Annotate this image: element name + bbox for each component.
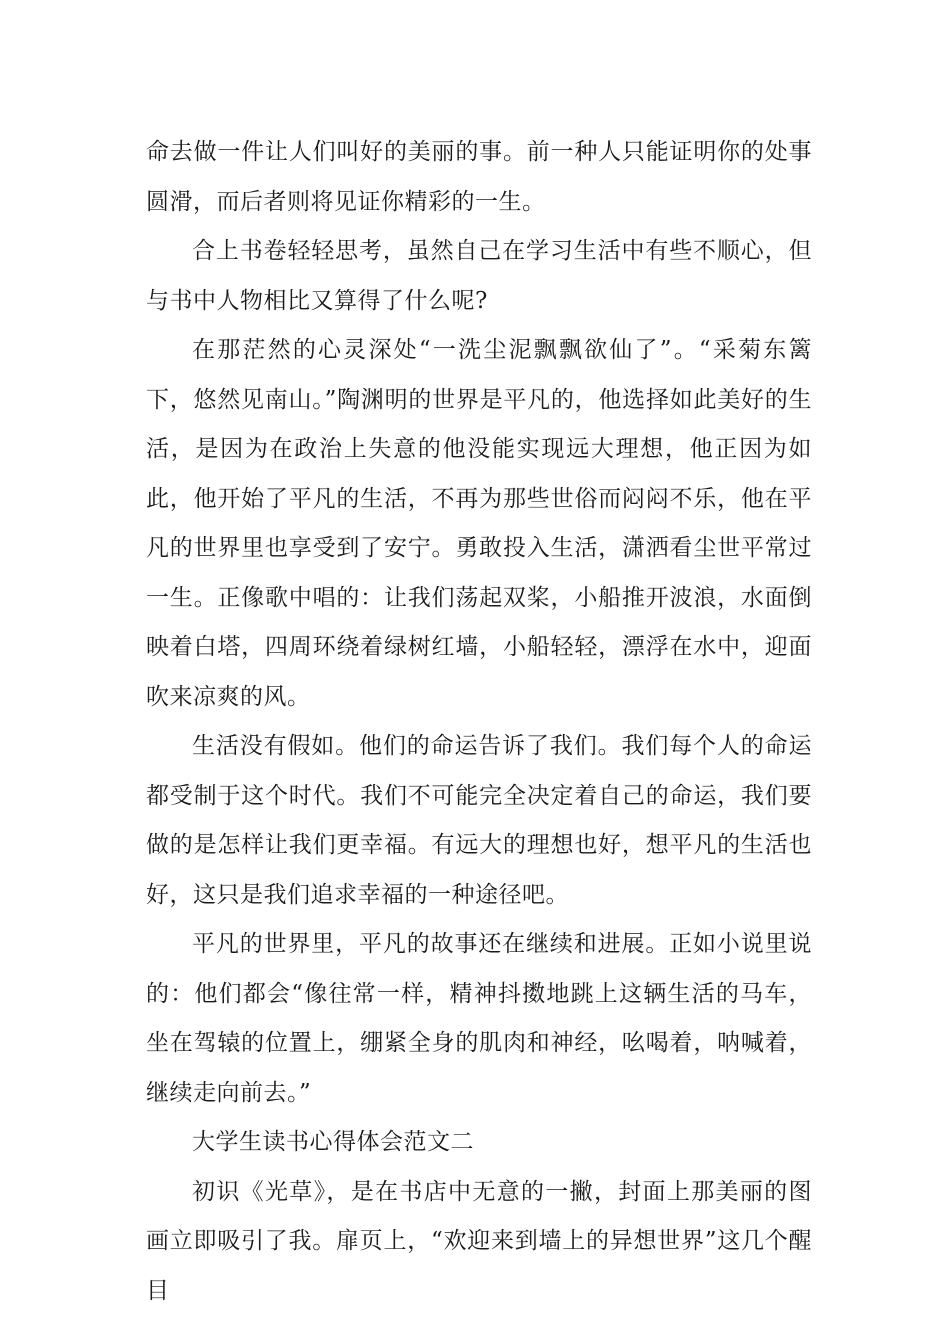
paragraph-2: 合上书卷轻轻思考，虽然自己在学习生活中有些不顺心，但与书中人物相比又算得了什么呢? <box>146 238 812 314</box>
paragraph-5: 平凡的世界里，平凡的故事还在继续和进展。正如小说里说的：他们都会“像往常一样，精神抖擞地跳上这辆生活的马车，坐在驾辕的位置上，绷紧全身的肌肉和神经，吆喝着，呐喊着，继续走向前去。” <box>146 931 812 1106</box>
paragraph-1: 命去做一件让人们叫好的美丽的事。前一种人只能证明你的处事圆滑，而后者则将见证你精彩的一生。 <box>146 139 812 215</box>
paragraph-3: 在那茫然的心灵深处“一洗尘泥飘飘欲仙了”。“采菊东篱下，悠然见南山。”陶渊明的世界是平凡的，他选择如此美好的生活，是因为在政治上失意的他没能实现远大理想，他正因为如此，他开始了平凡的生活，不再为那些世俗而闷闷不乐，他在平凡的世界里也享受到了安宁。勇敢投入生活，潇洒看尘世平常过一生。正像歌中唱的：让我们荡起双桨，小船推开波浪，水面倒映着白塔，四周环绕着绿树红墙，小船轻轻，漂浮在水中，迎面吹来凉爽的风。 <box>146 337 812 710</box>
document-body <box>146 128 812 1316</box>
paragraph-4: 生活没有假如。他们的命运告诉了我们。我们每个人的命运都受制于这个时代。我们不可能完全决定着自己的命运，我们要做的是怎样让我们更幸福。有远大的理想也好，想平凡的生活也好，这只是我们追求幸福的一种途径吧。 <box>146 733 812 908</box>
section-heading: 大学生读书心得体会范文二 <box>192 1129 474 1155</box>
paragraph-6: 初识《光草》，是在书店中无意的一撇，封面上那美丽的图画立即吸引了我。扉页上，“欢迎来到墙上的异想世界”这几个醒目 <box>146 1178 812 1304</box>
